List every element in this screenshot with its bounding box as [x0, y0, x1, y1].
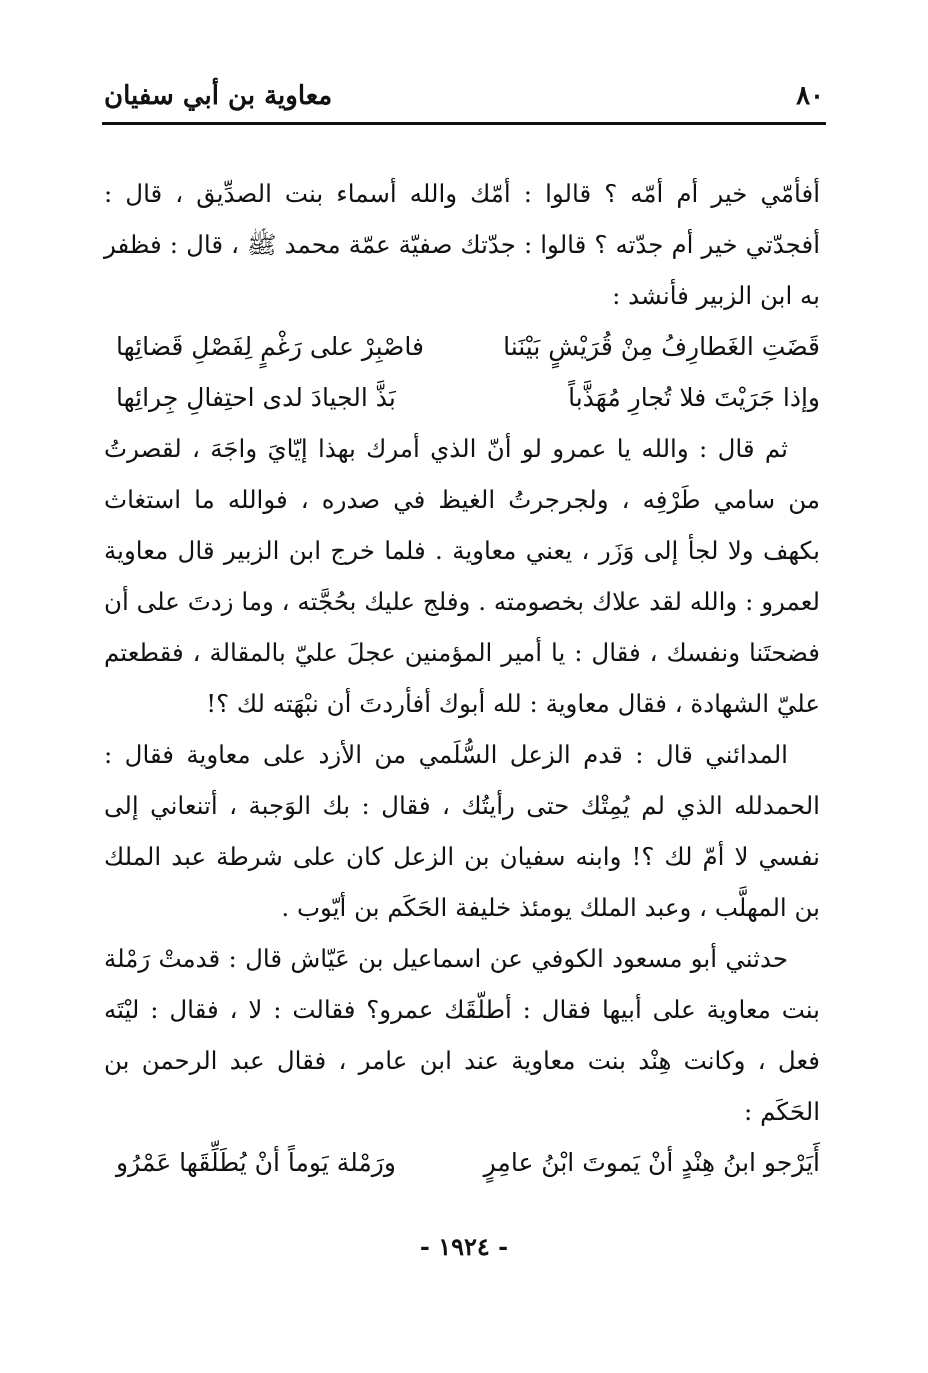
verse-3-second-hemistich: ورَمْلة يَوماً أنْ يُطَلِّقَها عَمْرُو — [116, 1148, 396, 1177]
header-divider — [102, 122, 826, 125]
paragraph-2: ثم قال : والله يا عمرو لو أنّ الذي أمرك بهذا إيّايَ واجَهَ ، لقصرتُ من سامي طَرْفِه ، ولجرجرتُ الغيظ في صدره ، فوالله ما استغاث بكهف ولا لجأ إلى وَزَر ، يعني معاوية . فلما خرج ابن الزبير قال معاوية لعمرو : والله لقد علاك بخصومته . وفلج عليك بحُجَّته ، وما زدتَ على أن فضحتَنا ونفسك ، فقال : يا أمير المؤمنين عجلَ عليّ بالمقالة ، فقطعتم عليّ الشهادة ، فقال معاوية : لله أبوك أفأردتَ أن نبْهَته لك ؟! — [104, 434, 820, 718]
paragraph-4: حدثني أبو مسعود الكوفي عن اسماعيل بن عَيّاش قال : قدمتْ رَمْلة بنت معاوية على أبيها فقال : أطلّقَك عمرو؟ فقالت : لا ، فقال : ليْتَه فعل ، وكانت هِنْد بنت معاوية عند ابن عامر ، فقال عبد الرحمن بن الحَكَم : — [104, 944, 820, 1126]
verse-2-first-hemistich: وإذا جَرَيْتَ فلا تُجارِ مُهَذَّباً — [568, 383, 820, 412]
page-number: ٨٠ — [796, 81, 824, 111]
page-header — [104, 76, 824, 116]
verse-line-3 — [104, 1137, 820, 1188]
running-title: معاوية بن أبي سفيان — [104, 81, 333, 111]
page-body — [104, 168, 820, 1188]
paragraph-3: المدائني قال : قدم الزعل السُّلَمي من الأزد على معاوية فقال : الحمدلله الذي لم يُمِتْك حتى رأيتُك ، فقال : بك الوَجبة ، أتنعاني إلى نفسي لا أمّ لك ؟! وابنه سفيان بن الزعل كان على شرطة عبد الملك بن المهلَّب ، وعبد الملك يومئذ خليفة الحَكَم بن أيّوب . — [104, 740, 820, 922]
paragraph-1: أفأمّي خير أم أمّه ؟ قالوا : أمّك والله أسماء بنت الصدِّيق ، قال : أفجدّتي خير أم جدّته ؟ قالوا : جدّتك صفيّة عمّة محمد ﷺ ، قال : فظفر به ابن الزبير فأنشد : — [104, 179, 820, 310]
verse-1-first-hemistich: قَضَتِ الغَطارِفُ مِنْ قُرَيْشٍ بَيْنَنا — [503, 332, 820, 361]
verse-line-2 — [104, 372, 820, 423]
verse-2-second-hemistich: بَذَّ الجيادَ لدى احتِفالِ جِرائِها — [116, 383, 396, 412]
verse-1-second-hemistich: فاصْبِرْ على رَغْمٍ لِفَصْلِ قَضائِها — [116, 332, 424, 361]
verse-line-1 — [104, 321, 820, 372]
verse-3-first-hemistich: أَيَرْجو ابنُ هِنْدٍ أنْ يَموتَ ابْنُ عامِرٍ — [483, 1148, 820, 1177]
page-footer-number: - ١٩٢٤ - — [419, 1232, 509, 1261]
